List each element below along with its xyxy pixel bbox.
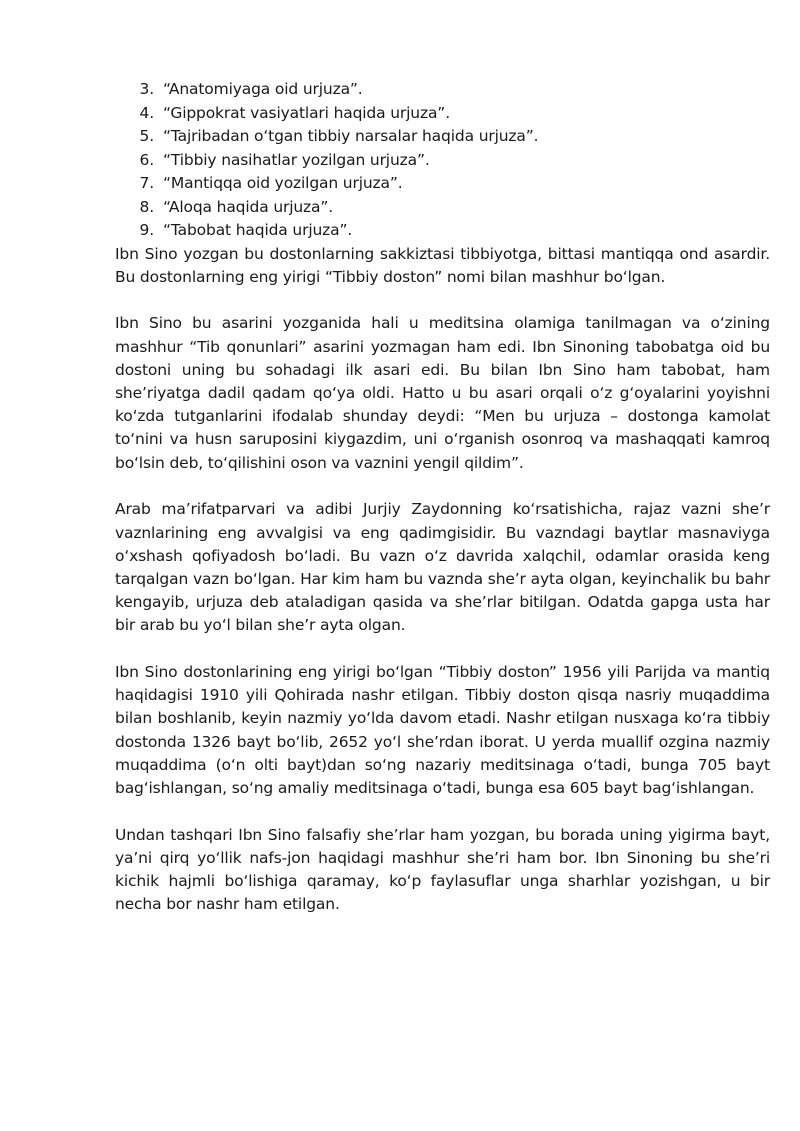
document-page bbox=[115, 78, 770, 917]
list-item-text: “Tajribadan o‘tgan tibbiy narsalar haqida urjuza”. bbox=[163, 127, 539, 145]
list-item bbox=[115, 172, 770, 196]
paragraph-rajaz-meter: Arab ma’rifatparvari va adibi Jurjiy Zaydonning ko‘rsatishicha, rajaz vazni she’r vaznlarining eng avvalgisi va eng qadimgisidir. Bu vazndagi baytlar masnaviyga o‘xshash qofiyadosh bo‘ladi. Bu vazn o‘z davrida xalqchil, odamlar orasida keng tarqalgan vazn bo‘lgan. Har kim ham bu vaznda she’r ayta olgan, keyinchalik bu bahr kengayib, urjuza deb ataladigan qasida va she’rlar bitilgan. Odatda gapga usta har bir arab bu yo‘l bilan she’r ayta olgan. bbox=[115, 500, 770, 635]
list-item-number: 3. bbox=[139, 80, 154, 98]
list-item-number: 8. bbox=[139, 197, 154, 216]
list-item-text: “Gippokrat vasiyatlari haqida urjuza”. bbox=[163, 103, 450, 122]
list-item-number: 5. bbox=[139, 127, 154, 145]
list-item bbox=[115, 102, 770, 126]
list-item-text: “Tabobat haqida urjuza”. bbox=[163, 221, 353, 239]
list-item-number: 7. bbox=[139, 174, 154, 192]
list-item bbox=[115, 78, 770, 102]
list-item-text: “Anatomiyaga oid urjuza”. bbox=[163, 80, 363, 98]
list-item-number: 4. bbox=[139, 103, 154, 122]
list-item-text: “Mantiqqa oid yozilgan urjuza”. bbox=[163, 174, 403, 192]
list-item bbox=[115, 196, 770, 220]
paragraph-first-work: Ibn Sino bu asarini yozganida hali u meditsina olamiga tanilmagan va o‘zining mashhur “Tib qonunlari” asarini yozmagan ham edi. Ibn Sinoning tabobatga oid bu dostoni uning bu sohadagi ilk asari edi. Bu bilan Ibn Sino ham tabobat, ham she’riyatga dadil qadam qo‘ya oldi. Hatto u bu asari orqali o‘z g‘oyalarini yoyishni ko‘zda tutganlarini ifodalab shunday deydi: “Men bu urjuza – dostonga kamolat to‘nini va husn saruposini kiygazdim, uni o‘rganish osonroq va mashaqqati kamroq bo‘lsin deb, to‘qilishini oson va vaznini yengil qildim”. bbox=[115, 314, 770, 472]
paragraph-publication: Ibn Sino dostonlarining eng yirigi bo‘lgan “Tibbiy doston” 1956 yili Parijda va mantiq haqidagisi 1910 yili Qohirada nashr etilgan. Tibbiy doston qisqa nasriy muqaddima bilan boshlanib, keyin nazmiy yo‘lda davom etadi. Nashr etilgan nusxaga ko‘ra tibbiy dostonda 1326 bayt bo‘lib, 2652 yo‘l she’rdan iborat. U yerda muallif ozgina nazmiy muqaddima (o‘n olti bayt)dan so‘ng nazariy meditsinaga o‘tadi, bunga 705 bayt bag‘ishlangan, so‘ng amaliy meditsinaga o‘tadi, bunga esa 605 bayt bag‘ishlangan. bbox=[115, 663, 770, 798]
paragraph-philosophical-poems: Undan tashqari Ibn Sino falsafiy she’rlar ham yozgan, bu borada uning yigirma bayt, ya’ni qirq yo‘llik nafs-jon haqidagi mashhur she’ri ham bor. Ibn Sinoning bu she’ri kichik hajmli bo‘lishiga qaramay, ko‘p faylasuflar unga sharhlar yozishgan, u bir necha bor nashr ham etilgan. bbox=[115, 825, 770, 914]
list-item-number: 9. bbox=[139, 221, 154, 239]
list-item bbox=[115, 149, 770, 173]
list-item-text: “Aloqa haqida urjuza”. bbox=[163, 197, 334, 216]
list-item-text: “Tibbiy nasihatlar yozilgan urjuza”. bbox=[163, 150, 430, 169]
list-item-number: 6. bbox=[139, 150, 154, 169]
urjuza-list bbox=[115, 78, 770, 243]
paragraph-dostonlar-summary: Ibn Sino yozgan bu dostonlarning sakkiztasi tibbiyotga, bittasi mantiqqa ond asardir. Bu dostonlarning eng yirigi “Tibbiy doston” nomi bilan mashhur bo‘lgan. bbox=[115, 244, 770, 286]
list-item bbox=[115, 219, 770, 243]
list-item bbox=[115, 125, 770, 149]
